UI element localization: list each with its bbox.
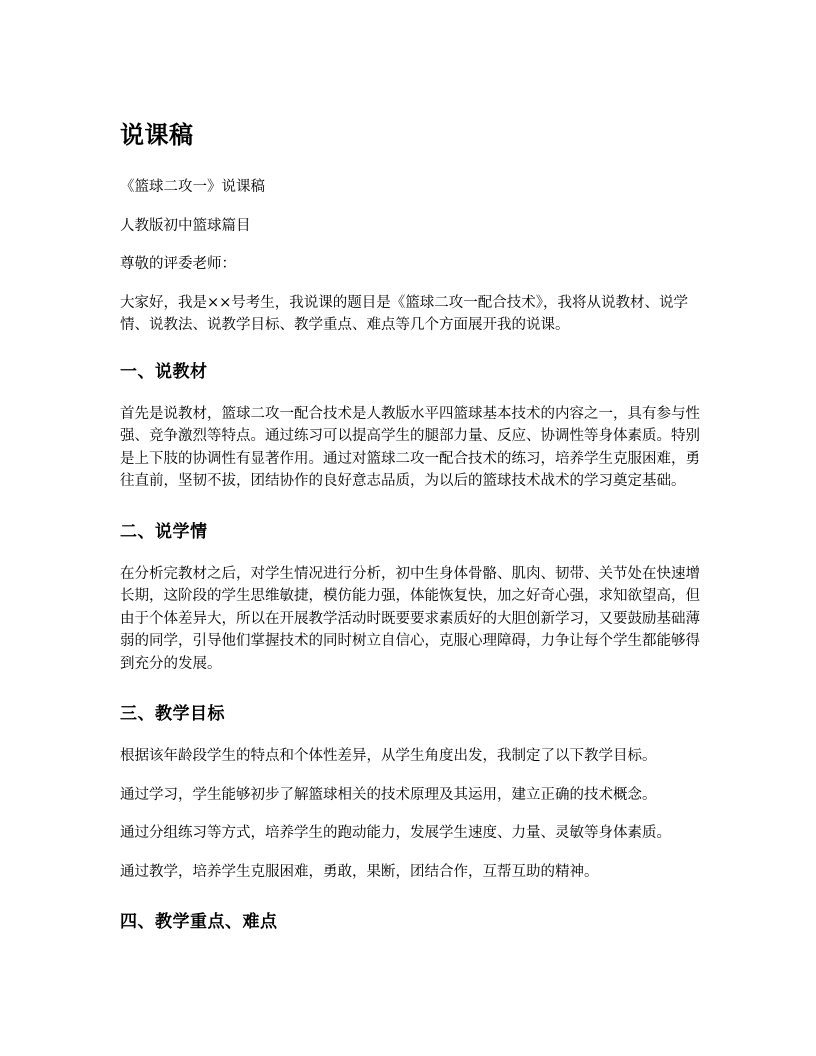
section-heading-students: 二、说学情 [120, 521, 208, 542]
document-title: 说课稿 [120, 121, 194, 149]
subtitle-textbook: 人教版初中篮球篇目 [120, 217, 251, 234]
section-heading-key-points: 四、教学重点、难点 [120, 912, 278, 932]
section-paragraph: 通过分组练习等方式，培养学生的跑动能力，发展学生速度、力量、灵敏等身体素质。 [120, 825, 671, 841]
section-paragraph: 在分析完教材之后，对学生情况进行分析，初中生身体骨骼、肌肉、韧带、关节处在快速增长期，这阶段的学生思维敏捷，模仿能力强，体能恢复快，加之好奇心强，求知欲望高，但由于个体差异大，所以在开展教学活动时既要要求素质好的大胆创新学习，又要鼓励基础薄弱的同学，引导他们掌握技术的同时树立自信心，克服心理障碍，力争让每个学生都能够得到充分的发展。 [120, 565, 700, 672]
section-paragraph: 通过教学，培养学生克服困难，勇敢，果断，团结合作，互帮互助的精神。 [120, 863, 599, 880]
document-page [120, 118, 710, 953]
section-paragraph: 首先是说教材，篮球二攻一配合技术是人教版水平四篮球基本技术的内容之一，具有参与性强、竞争激烈等特点。通过练习可以提高学生的腿部力量、反应、协调性等身体素质。特别是上下肢的协调性有显著作用。通过对篮球二攻一配合技术的练习，培养学生克服困难，勇往直前，坚韧不拔，团结协作的良好意志品质，为以后的篮球技术战术的学习奠定基础。 [120, 405, 700, 489]
section-heading-textbook: 一、说教材 [120, 361, 208, 382]
section-heading-objectives: 三、教学目标 [120, 704, 225, 724]
intro-paragraph: 大家好，我是××号考生，我说课的题目是《篮球二攻一配合技术》，我将从说教材、说学情、说教法、说教学目标、教学重点、难点等几个方面展开我的说课。 [120, 294, 689, 333]
section-paragraph: 根据该年龄段学生的特点和个体性差异，从学生角度出发，我制定了以下教学目标。 [120, 748, 657, 764]
greeting: 尊敬的评委老师： [120, 256, 236, 272]
section-paragraph: 通过学习，学生能够初步了解篮球相关的技术原理及其运用，建立正确的技术概念。 [120, 786, 657, 803]
subtitle-lesson-name: 《篮球二攻一》说课稿 [120, 179, 265, 195]
